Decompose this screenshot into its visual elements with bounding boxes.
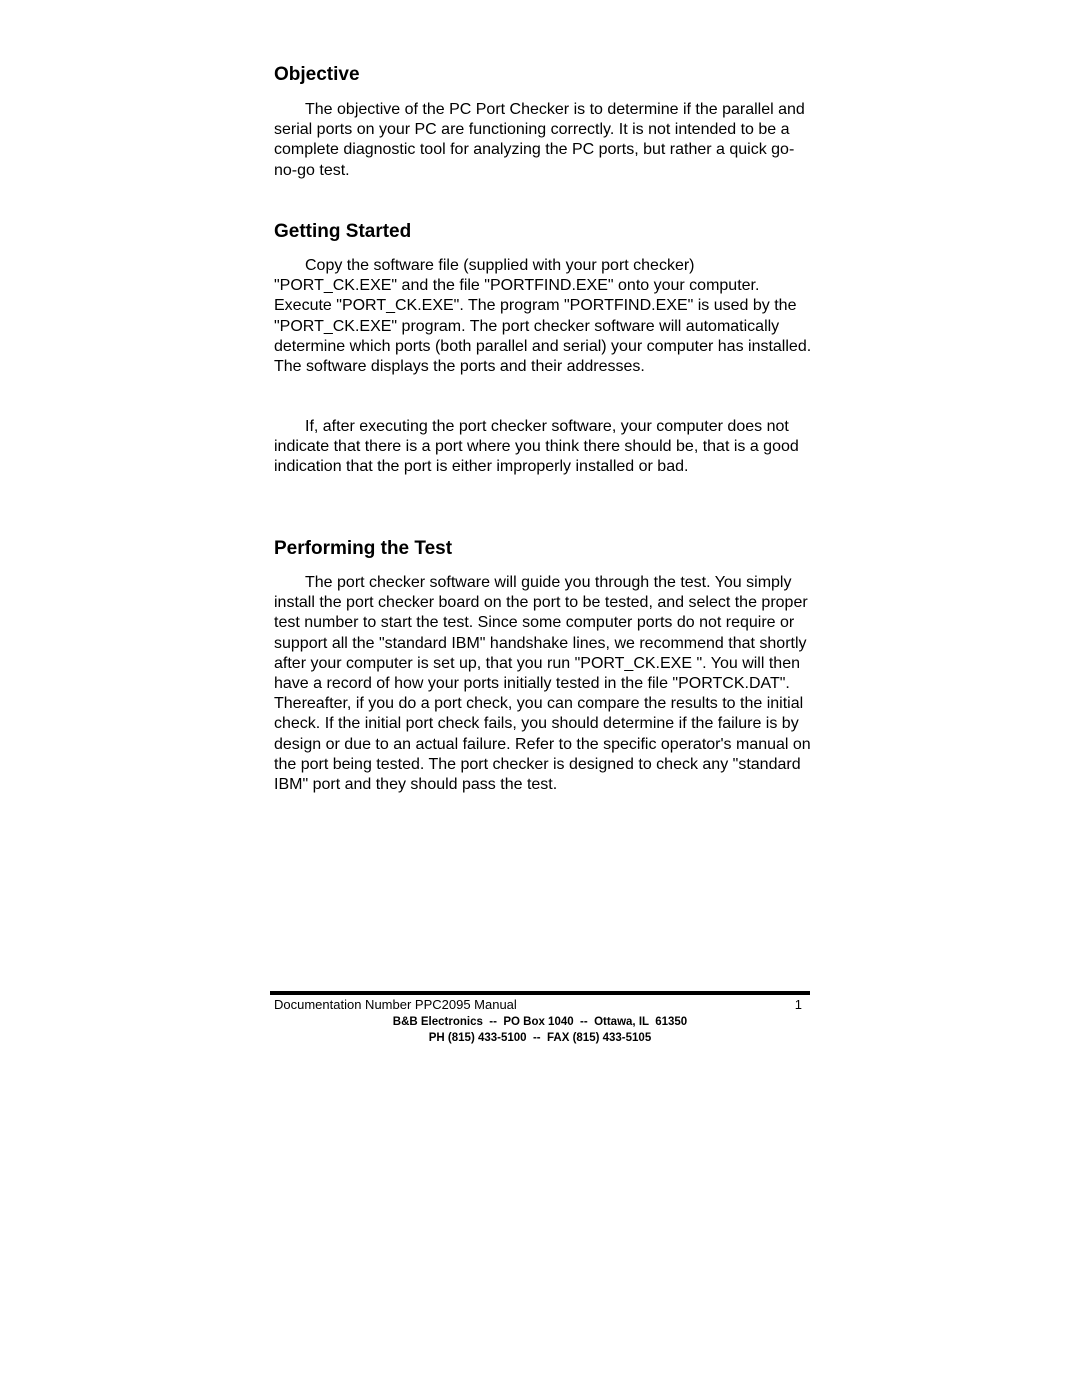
footer-page-number: 1 [794, 997, 802, 1012]
section-heading-objective: Objective [274, 64, 360, 85]
objective-paragraph: The objective of the PC Port Checker is to determine if the parallel and serial ports on your PC are functioning correctly. It is not intended to be a complete diagnostic tool for analyzing the PC ports, but rather a quick go-no-go test. [274, 101, 805, 179]
footer-doc-number: Documentation Number PPC2095 Manual [274, 997, 517, 1012]
getting-started-paragraph-2: If, after executing the port checker software, your computer does not indicate that there is a port where you think there should be, that is a good indication that the port is either improperly installed or bad. [274, 418, 799, 476]
footer-phone-fax: PH (815) 433-5100 -- FAX (815) 433-5105 [428, 1032, 652, 1044]
footer-company-address: B&B Electronics -- PO Box 1040 -- Ottawa, IL 61350 [392, 1016, 688, 1028]
footer-divider [270, 991, 810, 995]
section-heading-performing-the-test: Performing the Test [274, 538, 453, 559]
performing-the-test-paragraph: The port checker software will guide you through the test. You simply install the port checker board on the port to be tested, and select the proper test number to start the test. Since some computer ports do not require or support all the "standard IBM" handshake lines, we recommend that shortly after your computer is set up, that you run "PORT_CK.EXE ". You will then have a record of how your ports initially tested in the file "PORTCK.DAT". Thereafter, if you do a port check, you can compare the results to the initial check. If the initial port check fails, you should determine if the failure is by design or due to an actual failure. Refer to the specific operator's manual on the port being tested. The port checker is designed to check any "standard IBM" port and they should pass the test. [274, 574, 811, 794]
getting-started-paragraph-1: Copy the software file (supplied with your port checker) "PORT_CK.EXE" and the file "PORTFIND.EXE" onto your computer. Execute "PORT_CK.EXE". The program "PORTFIND.EXE" is used by the "PORT_CK.EXE" program. The port checker software will automatically determine which ports (both parallel and serial) your computer has installed. The software displays the ports and their addresses. [274, 257, 812, 376]
section-heading-getting-started: Getting Started [274, 221, 412, 242]
